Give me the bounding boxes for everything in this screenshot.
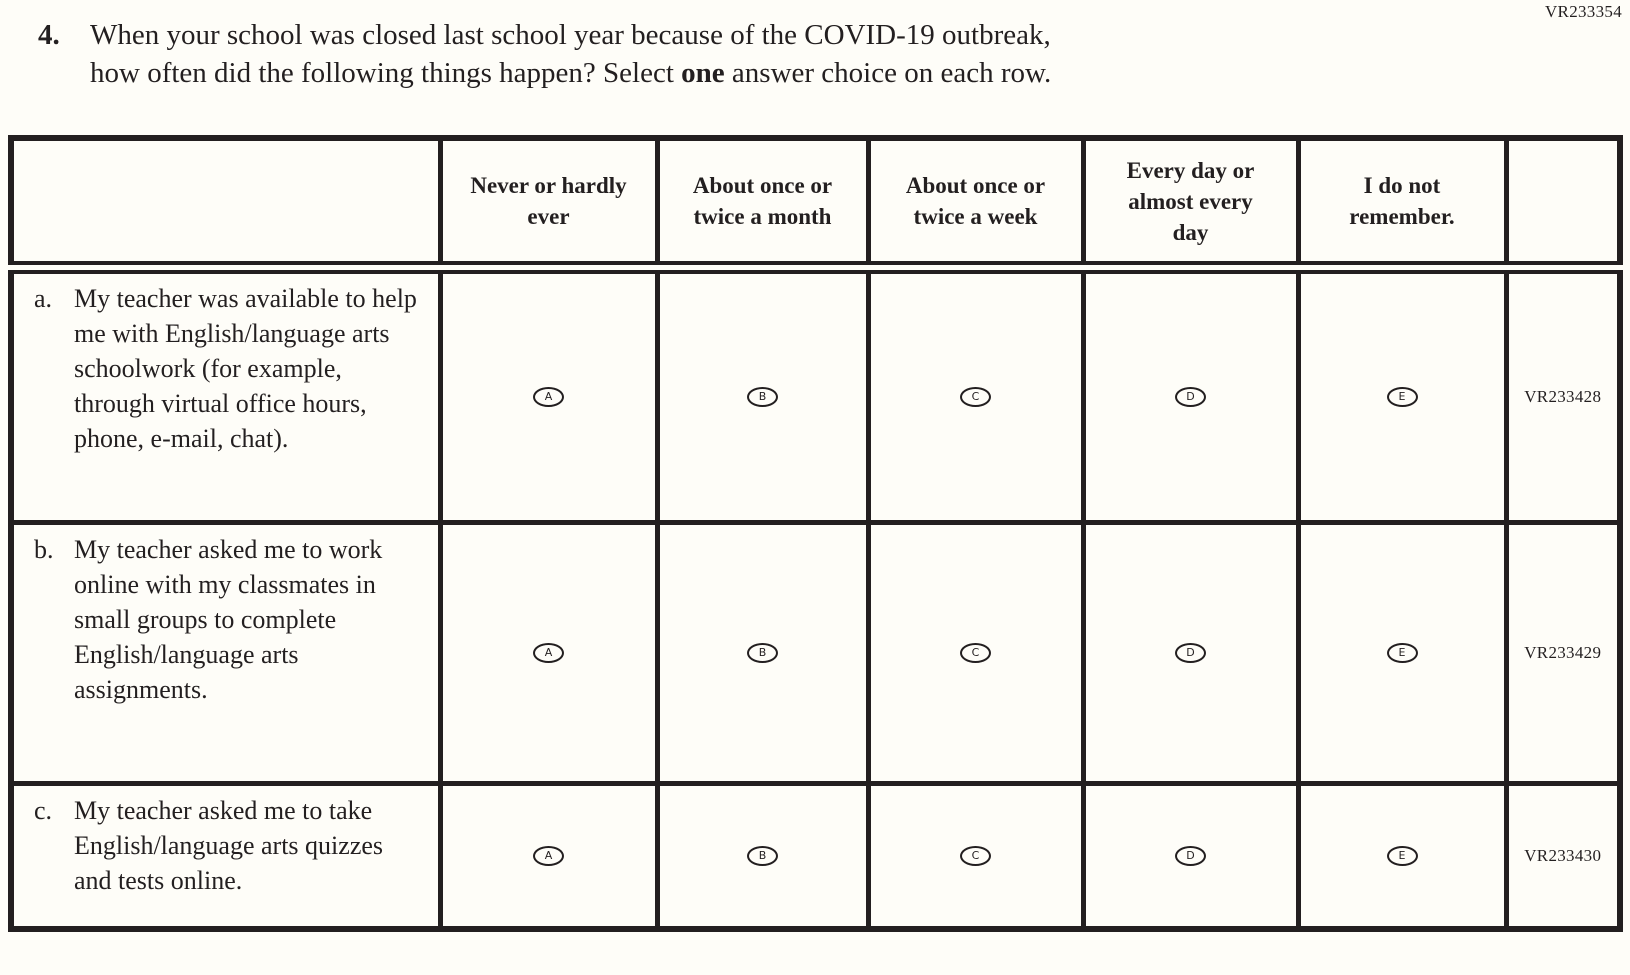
response-grid-table bbox=[8, 135, 1623, 932]
statement-row-a bbox=[11, 268, 1620, 523]
bubble-letter: C bbox=[971, 390, 980, 403]
row-text-c: My teacher asked me to take English/language arts quizzes and tests online. bbox=[74, 796, 384, 895]
bubble-row-a-choice-e[interactable] bbox=[1387, 387, 1418, 407]
bubble-row-c-choice-d[interactable] bbox=[1175, 846, 1206, 866]
statement-row-b bbox=[11, 523, 1620, 784]
bubble-row-c-choice-c[interactable] bbox=[960, 846, 991, 866]
answer-cell-c-month bbox=[657, 784, 868, 929]
statement-cell-c bbox=[11, 784, 440, 929]
bubble-row-c-choice-a[interactable] bbox=[533, 846, 564, 866]
form-code-top: VR233354 bbox=[1544, 2, 1622, 21]
stub-header-cell bbox=[11, 138, 440, 268]
column-header-once-twice-week: About once or twice a week bbox=[868, 138, 1083, 268]
answer-cell-c-week bbox=[868, 784, 1083, 929]
bubble-row-b-choice-d[interactable] bbox=[1175, 643, 1206, 663]
bubble-row-c-choice-b[interactable] bbox=[747, 846, 778, 866]
bubble-letter: B bbox=[758, 848, 767, 862]
bubble-letter: D bbox=[1186, 646, 1195, 659]
bubble-row-a-choice-d[interactable] bbox=[1175, 387, 1206, 407]
column-header-every-day: Every day or almost every day bbox=[1083, 138, 1298, 268]
answer-cell-a-week bbox=[868, 268, 1083, 523]
bubble-letter: B bbox=[758, 390, 767, 403]
bubble-row-c-choice-e[interactable] bbox=[1387, 846, 1418, 866]
bubble-letter: D bbox=[1186, 390, 1195, 403]
row-text-a: My teacher was available to help me with English/language arts schoolwork (for example, through virtual office hours, phone, e-mail, chat). bbox=[74, 284, 417, 453]
header-row bbox=[11, 138, 1620, 268]
bubble-row-b-choice-c[interactable] bbox=[960, 643, 991, 663]
column-header-do-not-remember: I do not remember. bbox=[1298, 138, 1506, 268]
bubble-letter: D bbox=[1186, 848, 1195, 862]
bubble-letter: C bbox=[971, 848, 980, 862]
bubble-row-a-choice-c[interactable] bbox=[960, 387, 991, 407]
answer-cell-a-month bbox=[657, 268, 868, 523]
code-column-header-cell bbox=[1506, 138, 1620, 268]
row-label-a: a. bbox=[34, 284, 53, 313]
answer-cell-a-everyday bbox=[1083, 268, 1298, 523]
question-number: 4. bbox=[38, 19, 60, 51]
bubble-letter: E bbox=[1398, 848, 1406, 862]
bubble-row-a-choice-b[interactable] bbox=[747, 387, 778, 407]
bubble-letter: E bbox=[1398, 646, 1406, 659]
statement-cell-b bbox=[11, 523, 440, 784]
answer-cell-b-everyday bbox=[1083, 523, 1298, 784]
bubble-letter: A bbox=[544, 646, 553, 659]
question-block bbox=[38, 16, 1420, 92]
question-line2-post: answer choice on each row. bbox=[731, 57, 1052, 89]
bubble-letter: A bbox=[544, 390, 553, 403]
answer-cell-b-never bbox=[440, 523, 657, 784]
bubble-letter: C bbox=[971, 646, 980, 659]
answer-cell-b-remember bbox=[1298, 523, 1506, 784]
bubble-letter: A bbox=[544, 848, 553, 862]
column-header-once-twice-month: About once or twice a month bbox=[657, 138, 868, 268]
question-bold-word: one bbox=[681, 57, 725, 89]
question-line1: When your school was closed last school year because of the COVID-19 outbreak, bbox=[90, 19, 1051, 51]
answer-cell-b-week bbox=[868, 523, 1083, 784]
bubble-row-b-choice-b[interactable] bbox=[747, 643, 778, 663]
bubble-row-b-choice-a[interactable] bbox=[533, 643, 564, 663]
answer-cell-c-everyday bbox=[1083, 784, 1298, 929]
question-line2-pre: how often did the following things happen? Select bbox=[90, 57, 674, 89]
bubble-letter: B bbox=[758, 646, 767, 659]
bubble-letter: E bbox=[1398, 390, 1406, 403]
question-text bbox=[90, 16, 1420, 92]
answer-cell-b-month bbox=[657, 523, 868, 784]
statement-cell-a bbox=[11, 268, 440, 523]
answer-cell-c-remember bbox=[1298, 784, 1506, 929]
bubble-row-a-choice-a[interactable] bbox=[533, 387, 564, 407]
row-text-b: My teacher asked me to work online with my classmates in small groups to complete English/language arts assignments. bbox=[74, 535, 383, 704]
answer-cell-c-never bbox=[440, 784, 657, 929]
row-code-b: VR233429 bbox=[1506, 523, 1620, 784]
statement-row-c bbox=[11, 784, 1620, 929]
bubble-row-b-choice-e[interactable] bbox=[1387, 643, 1418, 663]
row-label-c: c. bbox=[34, 796, 53, 825]
row-code-c: VR233430 bbox=[1506, 784, 1620, 929]
row-label-b: b. bbox=[34, 535, 54, 564]
answer-cell-a-never bbox=[440, 268, 657, 523]
column-header-never: Never or hardly ever bbox=[440, 138, 657, 268]
answer-cell-a-remember bbox=[1298, 268, 1506, 523]
row-code-a: VR233428 bbox=[1506, 268, 1620, 523]
